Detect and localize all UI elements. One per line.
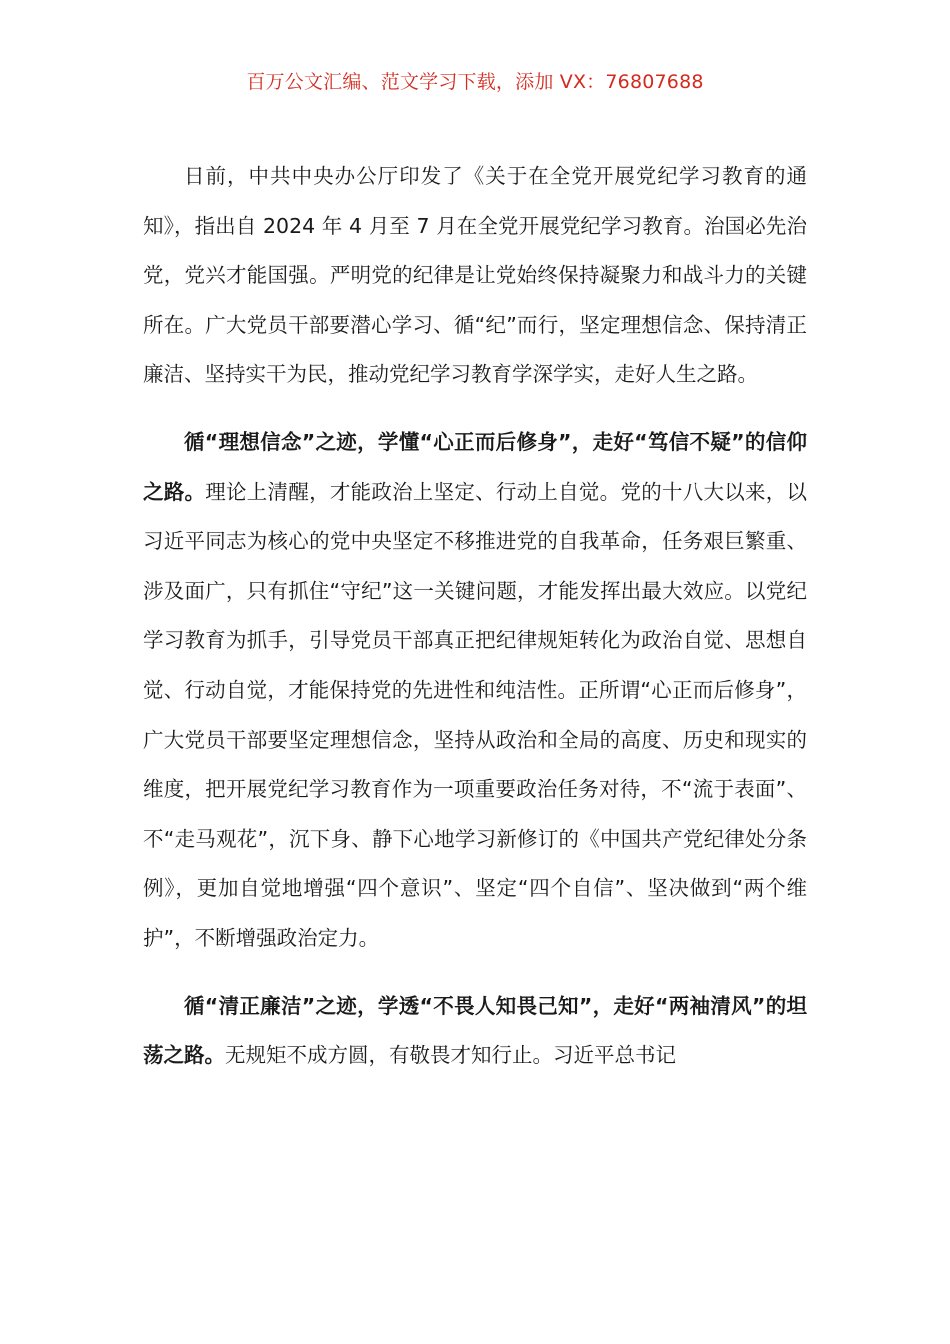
paragraph-text: 理论上清醒，才能政治上坚定、行动上自觉。党的十八大以来，以习近平同志为核心的党中央坚定不移推进党的自我革命，任务艰巨繁重、涉及面广，只有抓住“守纪”这一关键问题，才能发挥出最大效应。以党纪学习教育为抓手，引导党员干部真正把纪律规矩转化为政治自觉、思想自觉、行动自觉，才能保持党的先进性和纯洁性。正所谓“心正而后修身”，广大党员干部要坚定理想信念，坚持从政治和全局的高度、历史和现实的维度，把开展党纪学习教育作为一项重要政治任务对待，不“流于表面”、不“走马观花”，沉下身、静下心地学习新修订的《中国共产党纪律处分条例》，更加自觉地增强“四个意识”、坚定“四个自信”、坚决做到“两个维护”，不断增强政治定力。 <box>143 479 808 950</box>
paragraph-integrity <box>143 982 807 1081</box>
paragraph-ideals <box>143 418 807 964</box>
paragraph-lead: 循“清正廉洁”之迹，学透“不畏人知畏己知”，走好“两袖清风”的坦荡之路。 <box>143 993 807 1068</box>
paragraph-text: 日前，中共中央办公厅印发了《关于在全党开展党纪学习教育的通知》，指出自 2024 年 4 月至 7 月在全党开展党纪学习教育。治国必先治党，党兴才能国强。严明党的纪律是让党始终保持凝聚力和战斗力的关键所在。广大党员干部要潜心学习、循“纪”而行，坚定理想信念、保持清正廉洁、坚持实干为民，推动党纪学习教育学深学实，走好人生之路。 <box>143 164 807 387</box>
paragraph-lead: 循“理想信念”之迹，学懂“心正而后修身”，走好“笃信不疑”的信仰之路。 <box>143 429 807 504</box>
article-body <box>143 152 807 1081</box>
paragraph-intro <box>143 152 807 400</box>
paragraph-text: 无规矩不成方圆，有敬畏才知行止。习近平总书记 <box>225 1043 676 1068</box>
watermark-header: 百万公文汇编、范文学习下载，添加 VX：76807688 <box>246 71 704 93</box>
